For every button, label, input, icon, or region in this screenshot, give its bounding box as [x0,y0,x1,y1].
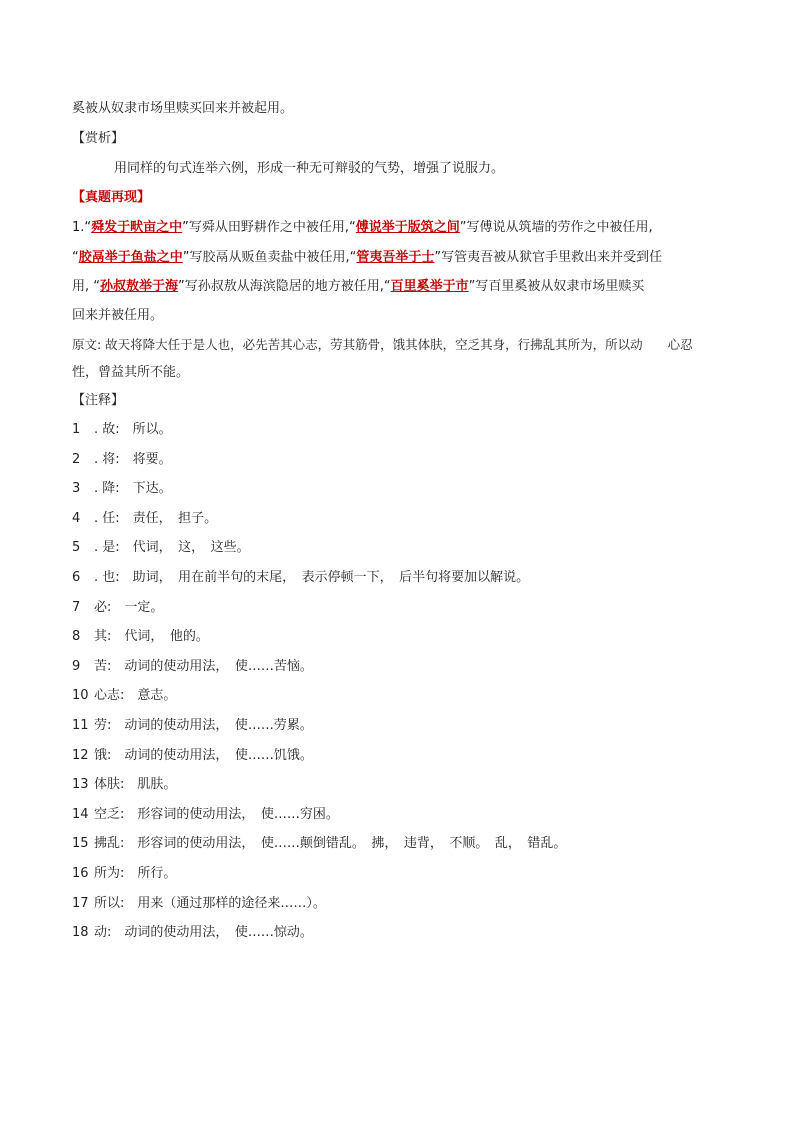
answer-phrase: 舜发于畎亩之中 [91,220,183,235]
answer-explain: ”写孙叔敖从海滨隐居的地方被任用, [178,279,384,294]
note-number: 1 [72,422,81,437]
line-prefix: 用, “ [72,279,100,294]
note-text: 空乏: 形容词的使动用法， 使……穷困。 [94,806,339,822]
note-item [72,747,313,765]
note-item [72,924,313,942]
note-number: 15 [72,836,89,852]
question-prefix: 1.“ [72,220,92,235]
note-text: . 故: 所以。 [94,422,172,437]
note-text: 心志: 意志。 [94,688,177,704]
note-text: 苦: 动词的使动用法， 使……苦恼。 [94,658,313,674]
note-text: 拂乱: 形容词的使动用法， 使……颠倒错乱。 拂， 违背， 不顺。 乱， 错乱。 [94,836,567,852]
note-item [72,865,176,883]
answer-phrase: 百里奚举于市 [390,279,469,294]
answer-phrase: 傅说举于版筑之间 [355,220,460,235]
note-item [72,895,326,913]
note-text: . 降: 下达。 [94,481,172,497]
note-item [72,539,250,557]
answer-phrase: 孙叔敖举于海 [100,279,179,294]
note-item [72,835,566,853]
note-number: 4 [72,510,81,526]
note-item [72,510,217,528]
note-text: . 任: 责任， 担子。 [94,510,218,526]
note-text: 所为: 所行。 [94,866,177,881]
note-text: 体肤: 肌肤。 [94,777,177,793]
note-text: . 是: 代词， 这， 这些。 [94,540,250,556]
note-number: 3 [72,481,81,497]
quote-mark: “ [383,279,391,294]
quote-mark: “ [349,220,356,235]
answer-explain: ”写胶鬲从贩鱼卖盐中被任用, [182,250,350,265]
exam-heading: 【真题再现】 [72,190,151,205]
note-item [72,421,172,439]
appreciation-body: 用同样的句式连举六例，形成一种无可辩驳的气势，增强了说服力。 [114,161,505,176]
note-text: 所以: 用来（通过那样的途径来……）。 [94,895,326,911]
note-item [72,599,163,617]
note-item [72,569,529,587]
note-number: 17 [72,895,89,911]
note-number: 5 [72,540,81,556]
note-text: . 将: 将要。 [94,451,172,467]
note-number: 6 [72,570,81,585]
note-item [72,480,172,498]
note-number: 9 [72,658,81,674]
note-number: 16 [72,866,89,881]
answer-phrase: 管夷吾举于士 [356,250,435,265]
note-item [72,658,313,676]
exam-question-line-1 [72,219,653,237]
original-text-line-1: 原文: 故天将降大任于是人也，必先苦其心志，劳其筋骨，饿其体肤，空乏其身，行拂乱其所为，所以动 心忍 [72,337,693,352]
note-item [72,687,176,705]
quote-mark: “ [72,250,79,265]
note-item [72,451,172,469]
note-number: 2 [72,451,81,467]
exam-question-line-3 [72,278,644,296]
note-text: 其: 代词， 他的。 [94,629,209,645]
note-text: 必: 一定。 [94,599,164,615]
answer-explain: ”写舜从田野耕作之中被任用, [182,220,350,235]
note-number: 11 [72,718,89,733]
note-number: 12 [72,747,89,763]
note-text: 饿: 动词的使动用法， 使……饥饿。 [94,747,313,763]
exam-question-line-4: 回来并被任用。 [72,308,164,323]
notes-heading: 【注释】 [72,393,125,408]
answer-explain: ”写管夷吾被从狱官手里救出来并受到任 [434,250,663,265]
quote-mark: “ [349,250,357,265]
note-item [72,806,339,824]
continuation-line: 奚被从奴隶市场里赎买回来并被起用。 [72,101,294,116]
note-item [72,776,176,794]
original-text-line-2: 性，曾益其所不能。 [72,365,190,380]
note-text: 动: 动词的使动用法， 使……惊动。 [94,925,313,941]
appreciation-heading: 【赏析】 [72,131,125,146]
note-number: 10 [72,688,89,704]
answer-explain: ”写百里奚被从奴隶市场里赎买 [468,279,645,294]
note-item [72,717,313,735]
exam-question-line-2 [72,249,662,267]
answer-phrase: 胶鬲举于鱼盐之中 [78,250,183,265]
note-number: 7 [72,599,81,615]
answer-explain: ”写傅说从筑墙的劳作之中被任用, [459,220,653,235]
note-item [72,628,209,646]
note-number: 18 [72,925,89,941]
note-number: 13 [72,777,89,793]
note-number: 14 [72,806,89,822]
note-text: . 也: 助词， 用在前半句的末尾， 表示停顿一下， 后半句将要加以解说。 [94,570,530,585]
note-text: 劳: 动词的使动用法， 使……劳累。 [94,718,313,733]
note-number: 8 [72,629,81,645]
